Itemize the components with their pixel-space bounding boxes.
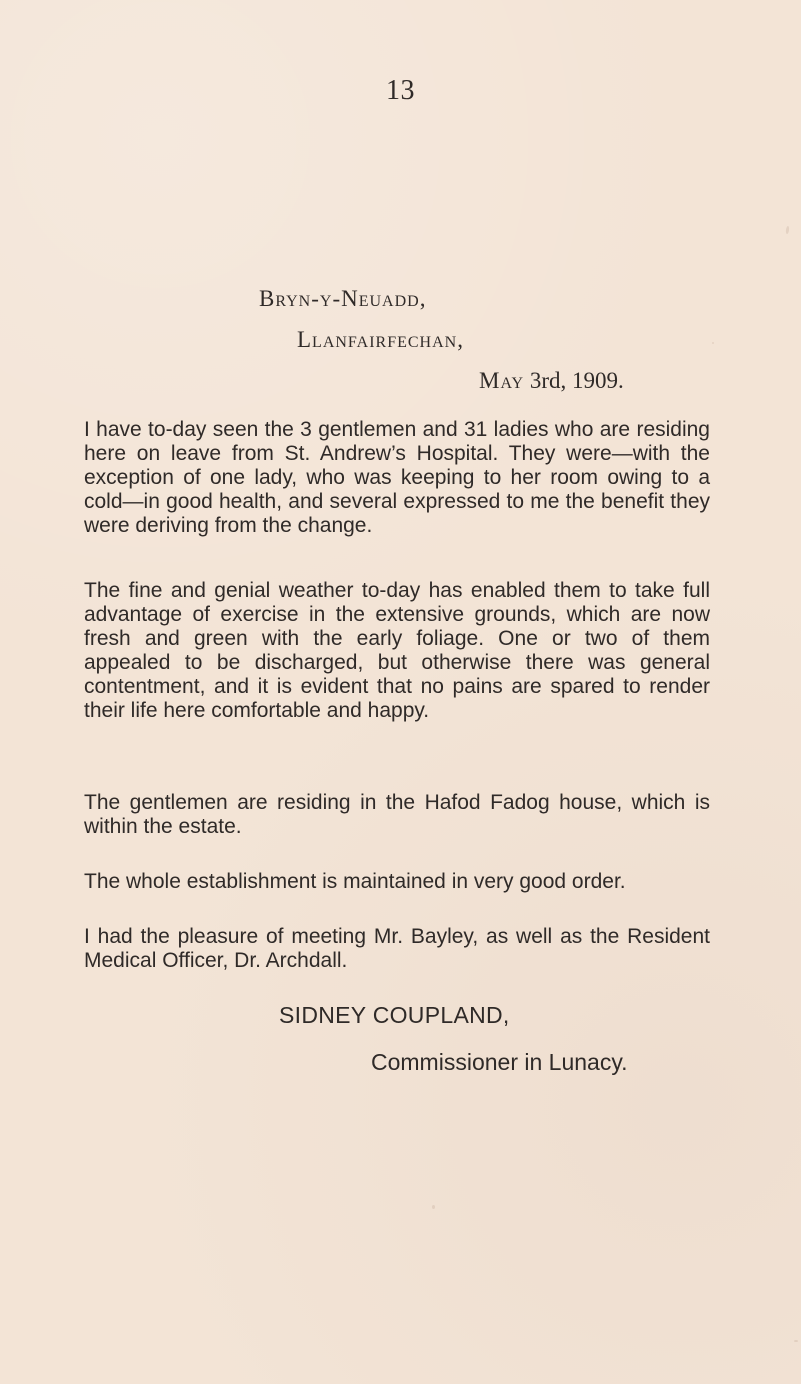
- address-line-1: Bryn-y-Neuadd,: [259, 286, 427, 311]
- date-rest: 3rd, 1909.: [524, 368, 624, 393]
- paper-mark: [794, 1340, 798, 1342]
- paper-mark: [785, 226, 789, 234]
- paragraph-weather-grounds: The fine and genial weather to-day has enabled them to take full advantage of exercise in the extensive grounds, which are now fresh and green with the early foliage. One or two of them appealed to be discharged, but otherwise there was general contentment, and it is evident that no pains are spared to render their life here comfortable and happy.: [84, 579, 710, 722]
- paper-mark: [432, 1205, 435, 1209]
- date-month: May: [479, 368, 525, 393]
- letter-date: [479, 369, 624, 392]
- page-number: 13: [386, 75, 415, 106]
- address-line-2: Llanfairfechan,: [297, 327, 464, 352]
- paragraph-meeting: I had the pleasure of meeting Mr. Bayley, as well as the Resident Medical Officer, Dr. Archdall.: [84, 925, 710, 972]
- paragraph-establishment-order: The whole establishment is maintained in very good order.: [84, 870, 626, 893]
- paragraph-gentlemen-house: The gentlemen are residing in the Hafod Fadog house, which is within the estate.: [84, 791, 710, 838]
- paragraph-visit-summary: I have to-day seen the 3 gentlemen and 31 ladies who are residing here on leave from St. Andrew’s Hospital. They were—with the exception of one lady, who was keeping to her room owing to a cold—in good health, and several expressed to me the benefit they were deriving from the change.: [84, 418, 710, 537]
- signature-title: Commissioner in Lunacy.: [371, 1049, 628, 1075]
- signature-name: SIDNEY COUPLAND,: [279, 1002, 510, 1028]
- paper-mark: [712, 342, 714, 344]
